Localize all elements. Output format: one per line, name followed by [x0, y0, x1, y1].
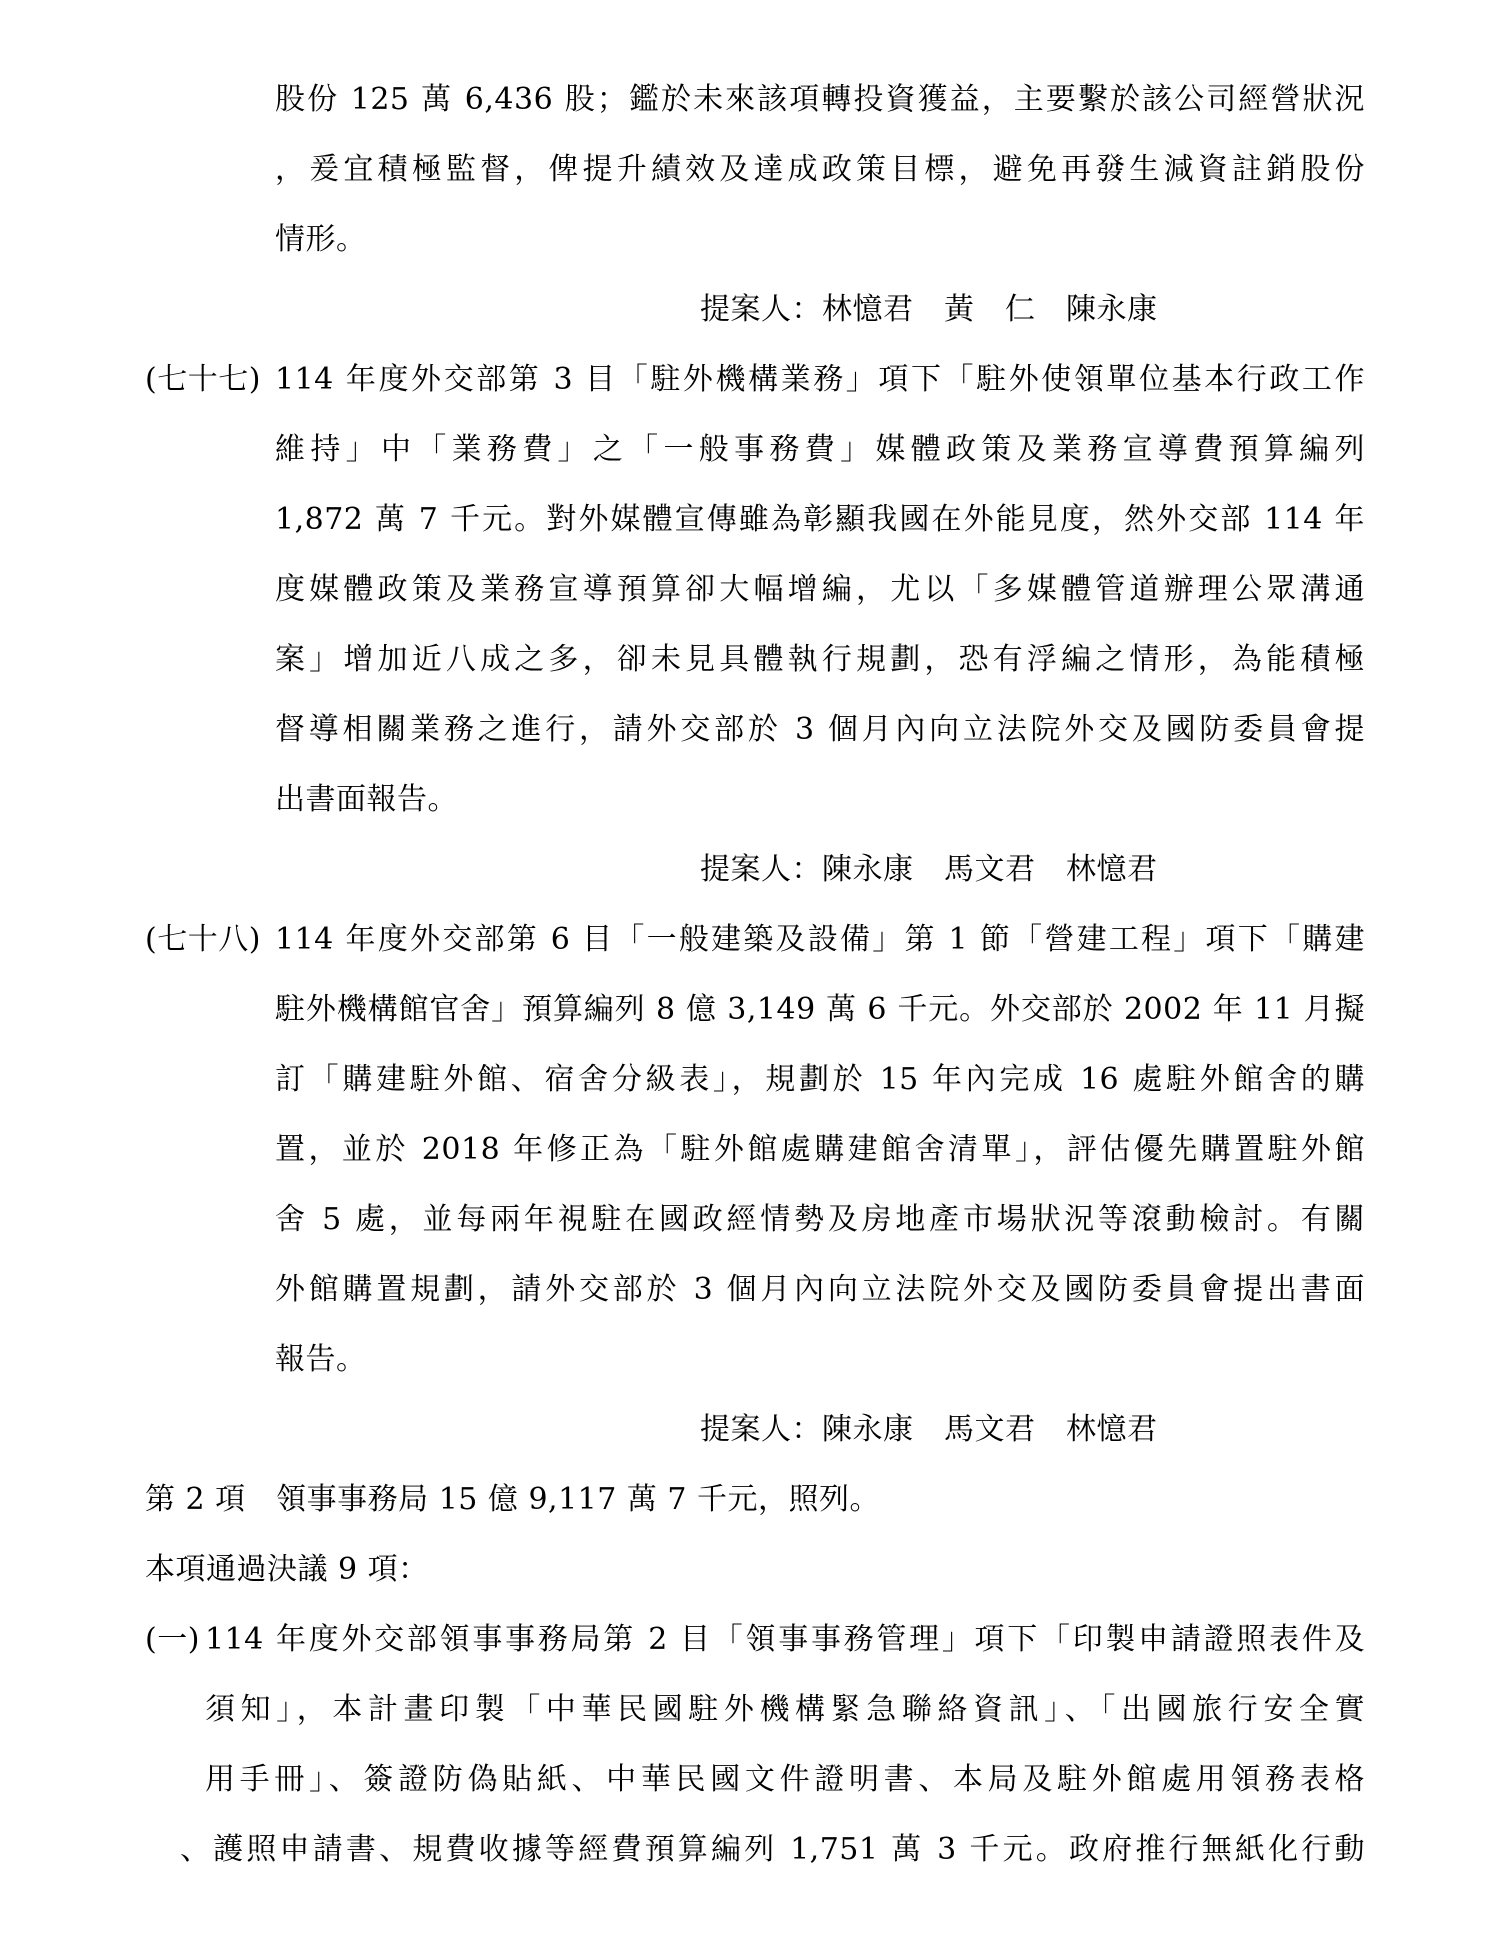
proposers-line: 提案人：陳永康 馬文君 林憶君 [700, 1412, 1158, 1447]
body-line: 督導相關業務之進行，請外交部於 3 個月內向立法院外交及國防委員會提 [275, 712, 1365, 747]
body-line: 舍 5 處，並每兩年視駐在國政經情勢及房地產市場狀況等滾動檢討。有關 [275, 1202, 1365, 1237]
body-line: 外館購置規劃，請外交部於 3 個月內向立法院外交及國防委員會提出書面 [275, 1272, 1365, 1307]
body-line: 股份 125 萬 6,436 股；鑑於未來該項轉投資獲益，主要繫於該公司經營狀況 [275, 82, 1365, 117]
body-line: 須知」，本計畫印製「中華民國駐外機構緊急聯絡資訊」、「出國旅行安全實 [205, 1692, 1365, 1727]
body-line: 用手冊」、簽證防偽貼紙、中華民國文件證明書、本局及駐外館處用領務表格 [205, 1762, 1365, 1797]
body-line: 114 年度外交部第 6 目「一般建築及設備」第 1 節「營建工程」項下「購建 [275, 922, 1365, 957]
body-line: 度媒體政策及業務宣導預算卻大幅增編，尤以「多媒體管道辦理公眾溝通 [275, 572, 1365, 607]
body-line: 置，並於 2018 年修正為「駐外館處購建館舍清單」，評估優先購置駐外館 [275, 1132, 1365, 1167]
section-heading: 第 2 項 領事事務局 15 億 9,117 萬 7 千元，照列。 [145, 1482, 881, 1517]
resolution-count: 本項通過決議 9 項： [145, 1552, 429, 1587]
body-line: ，爰宜積極監督，俾提升績效及達成政策目標，避免再發生減資註銷股份 [275, 152, 1365, 187]
body-line: 情形。 [275, 222, 367, 257]
proposers-line: 提案人：陳永康 馬文君 林憶君 [700, 852, 1158, 887]
body-line: 訂「購建駐外館、宿舍分級表」，規劃於 15 年內完成 16 處駐外館舍的購 [275, 1062, 1365, 1097]
body-line: 報告。 [275, 1342, 367, 1377]
body-line: 案」增加近八成之多，卻未見具體執行規劃，恐有浮編之情形，為能積極 [275, 642, 1365, 677]
body-line: 出書面報告。 [275, 782, 458, 817]
item-number: (七十八) [145, 922, 261, 957]
item-number: (七十七) [145, 362, 261, 397]
proposers-line: 提案人：林憶君 黃 仁 陳永康 [700, 292, 1158, 327]
body-line: 維持」中「業務費」之「一般事務費」媒體政策及業務宣導費預算編列 [275, 432, 1365, 467]
body-line: 、護照申請書、規費收據等經費預算編列 1,751 萬 3 千元。政府推行無紙化行動 [180, 1832, 1365, 1867]
item-number: (一) [145, 1622, 200, 1657]
body-line: 114 年度外交部第 3 目「駐外機構業務」項下「駐外使領單位基本行政工作 [275, 362, 1365, 397]
body-line: 114 年度外交部領事事務局第 2 目「領事事務管理」項下「印製申請證照表件及 [205, 1622, 1365, 1657]
body-line: 1,872 萬 7 千元。對外媒體宣傳雖為彰顯我國在外能見度，然外交部 114 年 [275, 502, 1365, 537]
body-line: 駐外機構館官舍」預算編列 8 億 3,149 萬 6 千元。外交部於 2002 年 11 月擬 [275, 992, 1365, 1027]
